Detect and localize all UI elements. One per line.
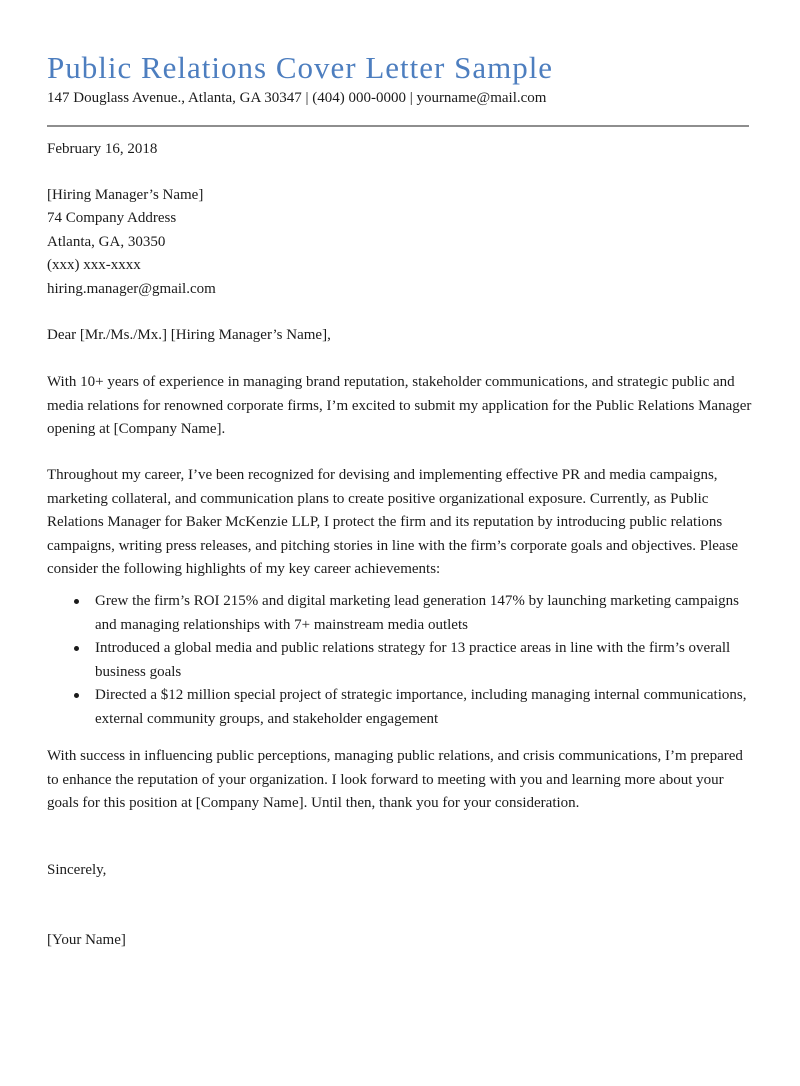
list-item — [95, 637, 754, 684]
recipient-city: Atlanta, GA, 30350 — [47, 233, 166, 250]
achievement-text: Directed a $12 million special project of strategic importance, including managing internal communications, external community groups, and stakeholder engagement — [95, 687, 747, 727]
cover-letter-page — [0, 51, 800, 1086]
experience-paragraph: Throughout my career, I’ve been recognized for devising and implementing effective PR and media campaigns, marketing collateral, and communication plans to create positive organizational exposure. Currently, as Public Relations Manager for Baker McKenzie LLP, I protect the firm and its reputation by introducing public relations campaigns, writing press releases, and pitching stories in line with the firm’s corporate goals and objectives. Please consider the following highlights of my key career achievements: — [47, 467, 739, 577]
recipient-email: hiring.manager@gmail.com — [47, 280, 216, 297]
signature-placeholder: [Your Name] — [47, 932, 126, 948]
recipient-phone: (xxx) xxx-xxxx — [47, 257, 141, 273]
achievement-text: Introduced a global media and public relations strategy for 13 practice areas in line with the firm’s overall business goals — [95, 640, 731, 680]
signoff: Sincerely, — [47, 862, 107, 878]
intro-paragraph: With 10+ years of experience in managing brand reputation, stakeholder communications, and strategic public and media relations for renowned corporate firms, I’m excited to submit my application for the Public Relations Manager opening at [Company Name]. — [47, 374, 752, 437]
achievements-list — [47, 590, 754, 731]
header-contact-line: 147 Douglass Avenue., Atlanta, GA 30347 | (404) 000-0000 | yourname@mail.com — [47, 90, 547, 106]
recipient-address: 74 Company Address — [47, 210, 177, 226]
list-item — [95, 590, 754, 637]
closing-paragraph: With success in influencing public perceptions, managing public relations, and crisis communications, I’m prepared to enhance the reputation of your organization. I look forward to meeting with you and learning more about your goals for this position at [Company Name]. Until then, thank you for your consideration. — [47, 748, 743, 811]
recipient-block — [47, 184, 754, 302]
page-title: Public Relations Cover Letter Sample — [47, 50, 554, 85]
salutation: Dear [Mr./Ms./Mx.] [Hiring Manager’s Name], — [47, 327, 331, 343]
header-divider — [47, 125, 749, 127]
bullet-icon — [74, 646, 79, 651]
bullet-icon — [74, 693, 79, 698]
letter-date: February 16, 2018 — [47, 141, 158, 157]
list-item — [95, 684, 754, 731]
bullet-icon — [74, 599, 79, 604]
recipient-name: [Hiring Manager’s Name] — [47, 186, 204, 203]
achievement-text: Grew the firm’s ROI 215% and digital marketing lead generation 147% by launching marketing campaigns and managing relationships with 7+ mainstream media outlets — [95, 593, 739, 633]
